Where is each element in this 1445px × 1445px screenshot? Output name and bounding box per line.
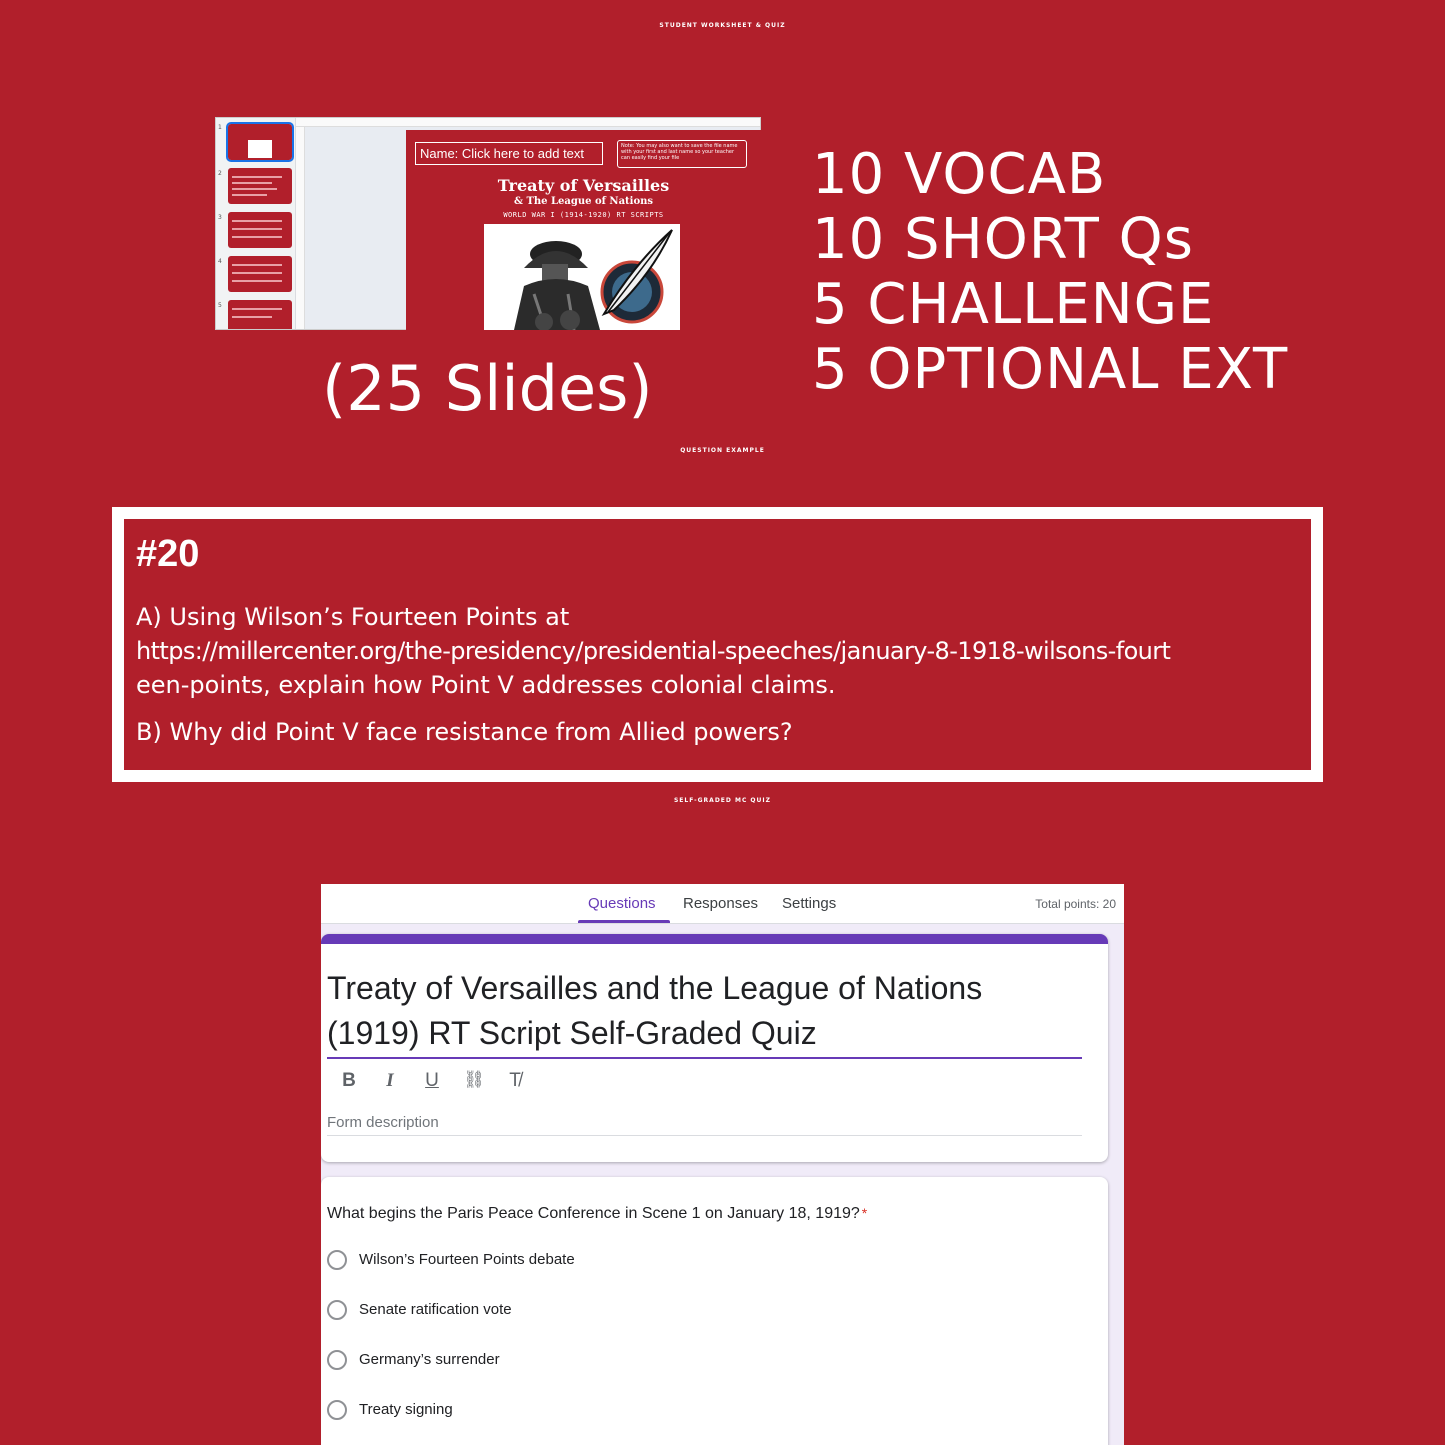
slide-thumbnail[interactable] bbox=[228, 168, 292, 204]
thumb-number: 3 bbox=[218, 214, 222, 221]
tab-questions[interactable]: Questions bbox=[588, 895, 656, 912]
question-card[interactable] bbox=[321, 1177, 1108, 1445]
slide-tagline: WORLD WAR I (1914-1920) RT SCRIPTS bbox=[503, 211, 664, 219]
slide-count: (25 Slides) bbox=[322, 352, 653, 425]
name-textbox[interactable]: Name: Click here to add text bbox=[415, 142, 603, 165]
option-label: Germany’s surrender bbox=[359, 1351, 500, 1368]
feature-optional-extension: 5 OPTIONAL EXT bbox=[812, 337, 1289, 402]
radio-button[interactable] bbox=[327, 1300, 347, 1320]
underline-icon[interactable]: U bbox=[425, 1070, 439, 1091]
slide-thumbnail[interactable] bbox=[228, 256, 292, 292]
radio-button[interactable] bbox=[327, 1400, 347, 1420]
tab-settings[interactable]: Settings bbox=[782, 895, 837, 912]
clear-format-icon[interactable]: T̸ bbox=[509, 1070, 521, 1091]
option-label: Treaty signing bbox=[359, 1401, 453, 1418]
google-form-editor bbox=[321, 884, 1124, 1445]
slide-thumbnail[interactable] bbox=[228, 300, 292, 330]
required-asterisk: * bbox=[861, 1205, 868, 1221]
soldier-quill-illustration bbox=[484, 224, 680, 330]
question-example-box bbox=[112, 507, 1323, 782]
title-slide bbox=[406, 130, 761, 330]
note-textbox: Note: You may also want to save the file name with your first and last name so your teacher can easily find your file bbox=[617, 140, 747, 168]
slide-thumbnail[interactable] bbox=[228, 124, 292, 160]
thumb-number: 5 bbox=[218, 302, 222, 309]
form-tab-bar bbox=[321, 884, 1124, 924]
link-icon[interactable]: ⛓ bbox=[463, 1070, 485, 1089]
question-line: B) Why did Point V face resistance from Allied powers? bbox=[136, 718, 793, 746]
option-label: Senate ratification vote bbox=[359, 1301, 512, 1318]
option-label: Wilson’s Fourteen Points debate bbox=[359, 1251, 575, 1268]
feature-challenge: 5 CHALLENGE bbox=[812, 272, 1215, 337]
feature-short-questions: 10 SHORT Qs bbox=[812, 207, 1194, 272]
total-points: Total points: 20 bbox=[1035, 897, 1116, 911]
worksheet-heading: STUDENT WORKSHEET & QUIZ bbox=[659, 22, 786, 29]
thumb-number: 2 bbox=[218, 170, 222, 177]
question-line: een-points, explain how Point V addresses colonial claims. bbox=[136, 671, 836, 699]
ruler-vertical bbox=[296, 127, 305, 329]
question-line: A) Using Wilson’s Fourteen Points at bbox=[136, 603, 570, 631]
description-underline bbox=[327, 1135, 1082, 1136]
title-underline bbox=[327, 1057, 1082, 1059]
slide-subtitle: & The League of Nations bbox=[513, 196, 654, 207]
form-title-line[interactable]: (1919) RT Script Self-Graded Quiz bbox=[327, 1015, 817, 1051]
thumb-number: 4 bbox=[218, 258, 222, 265]
accent-bar bbox=[321, 934, 1108, 944]
radio-button[interactable] bbox=[327, 1350, 347, 1370]
slide-title: Treaty of Versailles bbox=[497, 176, 670, 195]
question-title bbox=[327, 1205, 867, 1223]
slide-thumbnail-panel bbox=[216, 118, 296, 330]
feature-vocab: 10 VOCAB bbox=[812, 142, 1107, 207]
question-example-heading: QUESTION EXAMPLE bbox=[680, 447, 765, 454]
thumb-number: 1 bbox=[218, 124, 222, 131]
slide-thumbnail[interactable] bbox=[228, 212, 292, 248]
form-description-input[interactable]: Form description bbox=[327, 1114, 439, 1131]
radio-button[interactable] bbox=[327, 1250, 347, 1270]
tab-responses[interactable]: Responses bbox=[683, 895, 759, 912]
ruler-horizontal bbox=[296, 118, 760, 127]
question-text: What begins the Paris Peace Conference in Scene 1 on January 18, 1919? bbox=[327, 1205, 860, 1222]
mc-quiz-heading: SELF-GRADED MC QUIZ bbox=[673, 797, 771, 804]
question-line: https://millercenter.org/the-presidency/presidential-speeches/january-8-1918-wilsons-fourt bbox=[136, 637, 1171, 665]
question-number: #20 bbox=[136, 533, 200, 575]
form-header-card bbox=[321, 934, 1108, 1162]
italic-icon[interactable]: I bbox=[386, 1070, 394, 1091]
bold-icon[interactable]: B bbox=[342, 1070, 356, 1091]
active-tab-indicator bbox=[578, 920, 670, 923]
form-title-line[interactable]: Treaty of Versailles and the League of Nations bbox=[327, 970, 983, 1006]
